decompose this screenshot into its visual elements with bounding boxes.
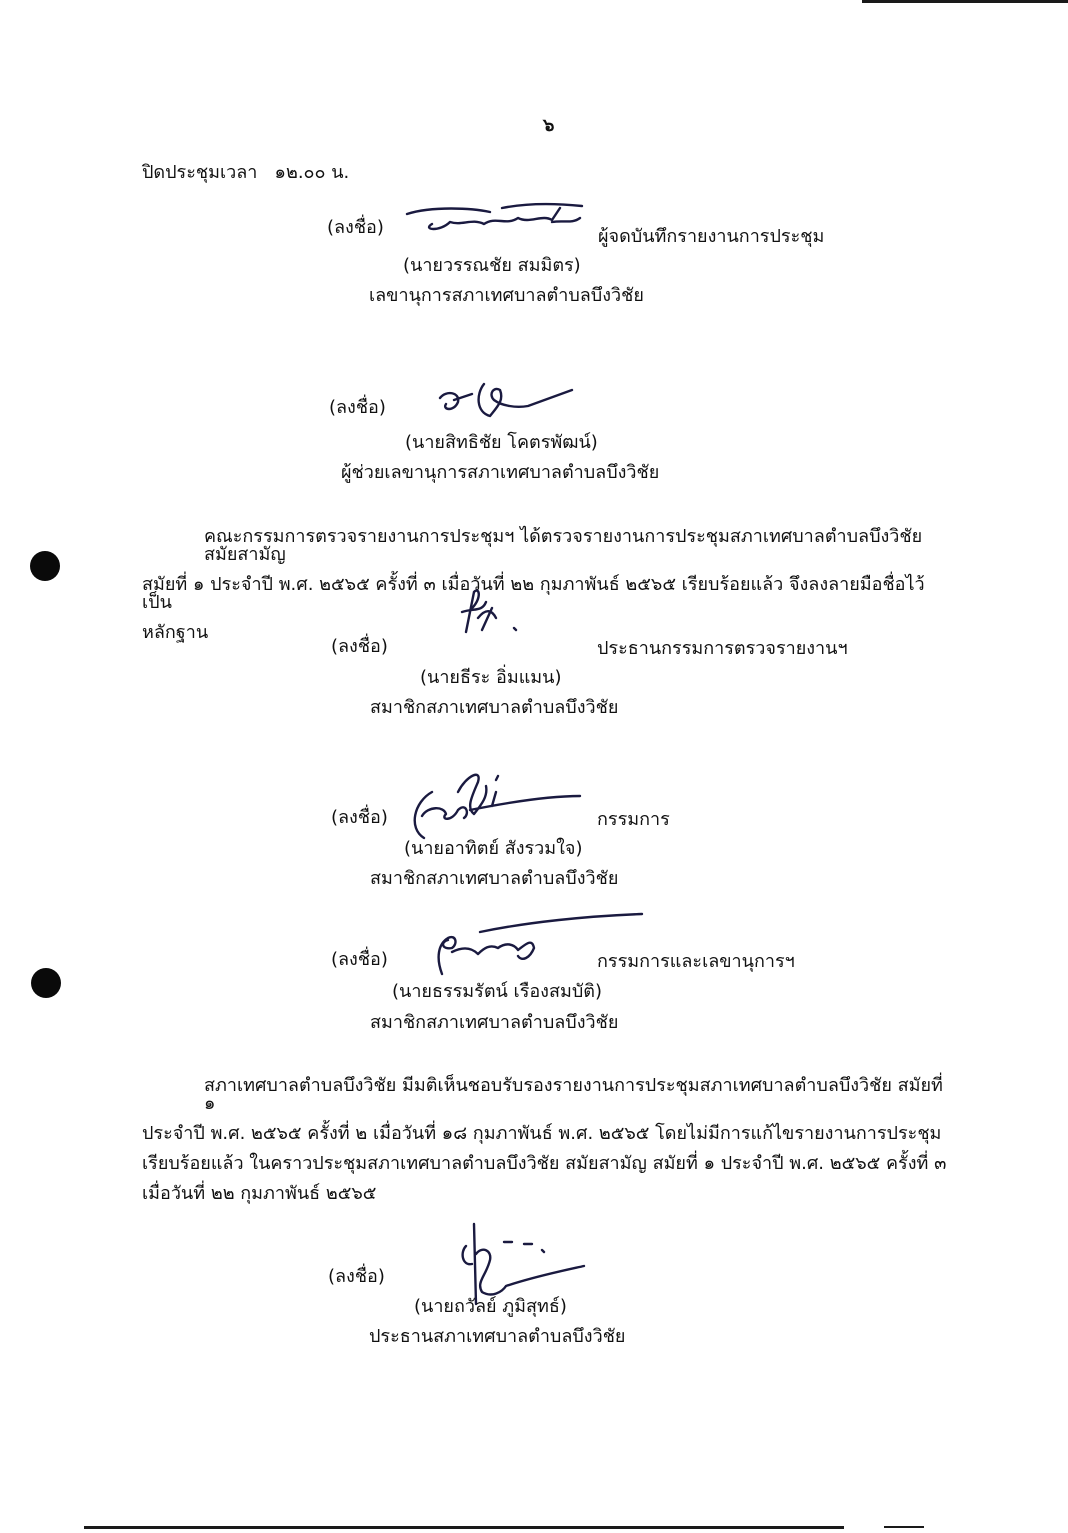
closing-time: ปิดประชุมเวลา ๑๒.๐๐ น. <box>142 162 350 183</box>
signatory-4-role: กรรมการ <box>597 809 670 830</box>
signatory-6-name: (นายถวัลย์ ภูมิสุทธ์) <box>414 1296 567 1317</box>
page-number: ๖ <box>543 115 555 136</box>
signatory-1-name: (นายวรรณชัย สมมิตร) <box>403 255 581 276</box>
signatory-1-role: ผู้จดบันทึกรายงานการประชุม <box>598 226 825 247</box>
signatory-3-position: สมาชิกสภาเทศบาลตำบลบึงวิชัย <box>370 697 619 718</box>
signatory-4-name: (นายอาทิตย์ สังรวมใจ) <box>404 838 583 859</box>
signature-3 <box>452 582 532 642</box>
sign-label: (ลงชื่อ) <box>331 949 388 970</box>
signatory-4-position: สมาชิกสภาเทศบาลตำบลบึงวิชัย <box>370 868 619 889</box>
council-line-1: สภาเทศบาลตำบลบึงวิชัย มีมติเห็นชอบรับรองรายงานการประชุมสภาเทศบาลตำบลบึงวิชัย สมัยที่ ๑ <box>204 1075 943 1114</box>
signatory-2-name: (นายสิทธิชัย โคตรพัฒน์) <box>405 432 598 453</box>
committee-paragraph <box>142 528 952 642</box>
signatory-6-position: ประธานสภาเทศบาลตำบลบึงวิชัย <box>369 1326 626 1347</box>
signatory-3-role: ประธานกรรมการตรวจรายงานฯ <box>597 638 848 659</box>
council-line-2: ประจำปี พ.ศ. ๒๕๖๕ ครั้งที่ ๒ เมื่อวันที่ ๑๘ กุมภาพันธ์ พ.ศ. ๒๕๖๕ โดยไม่มีการแก้ไขรายงานการประชุม <box>142 1123 942 1144</box>
council-line-3: เรียบร้อยแล้ว ในคราวประชุมสภาเทศบาลตำบลบึงวิชัย สมัยสามัญ สมัยที่ ๑ ประจำปี พ.ศ. ๒๕๖๕ ครั้งที่ ๓ <box>142 1153 947 1174</box>
signatory-5-role: กรรมการและเลขานุการฯ <box>597 951 795 972</box>
top-edge-line <box>862 0 1068 3</box>
signatory-2-position: ผู้ช่วยเลขานุการสภาเทศบาลตำบลบึงวิชัย <box>341 462 660 483</box>
punch-hole-bottom <box>31 968 61 998</box>
bottom-edge-line <box>84 1526 844 1529</box>
committee-line-3: หลักฐาน <box>142 622 209 643</box>
sign-label: (ลงชื่อ) <box>327 217 384 238</box>
signatory-5-name: (นายธรรมรัตน์ เรืองสมบัติ) <box>392 981 602 1002</box>
signature-2 <box>432 376 592 426</box>
sign-label: (ลงชื่อ) <box>328 1266 385 1287</box>
sign-label: (ลงชื่อ) <box>329 397 386 418</box>
council-paragraph <box>142 1077 952 1203</box>
bottom-edge-line-right <box>884 1526 924 1528</box>
signatory-3-name: (นายธีระ อิ่มแมน) <box>420 667 562 688</box>
sign-label: (ลงชื่อ) <box>331 636 388 657</box>
signatory-5-position: สมาชิกสภาเทศบาลตำบลบึงวิชัย <box>370 1012 619 1033</box>
committee-line-2: สมัยที่ ๑ ประจำปี พ.ศ. ๒๕๖๕ ครั้งที่ ๓ เมื่อวันที่ ๒๒ กุมภาพันธ์ ๒๕๖๕ เรียบร้อยแล้ว จึงลงลายมือชื่อไว้เป็น <box>142 574 925 613</box>
sign-label: (ลงชื่อ) <box>331 807 388 828</box>
signatory-1-position: เลขานุการสภาเทศบาลตำบลบึงวิชัย <box>369 285 644 306</box>
committee-line-1: คณะกรรมการตรวจรายงานการประชุมฯ ได้ตรวจรายงานการประชุมสภาเทศบาลตำบลบึงวิชัย สมัยสามัญ <box>204 526 923 565</box>
signature-5 <box>418 908 648 988</box>
council-line-4: เมื่อวันที่ ๒๒ กุมภาพันธ์ ๒๕๖๕ <box>142 1183 377 1204</box>
signature-1 <box>402 196 602 246</box>
punch-hole-top <box>30 551 60 581</box>
